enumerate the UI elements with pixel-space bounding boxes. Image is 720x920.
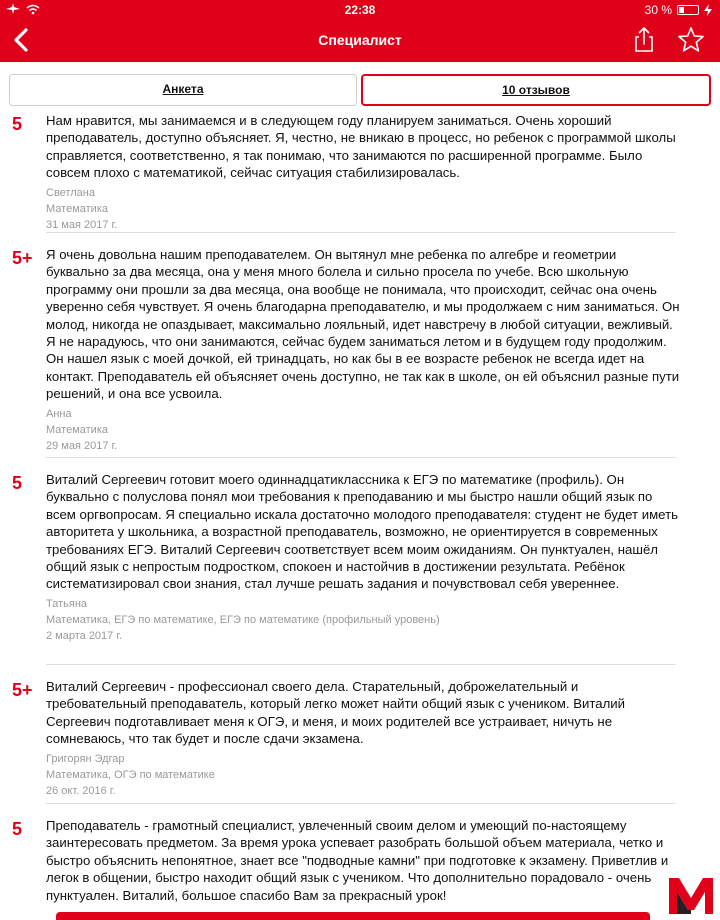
review-item bbox=[0, 112, 720, 232]
review-item bbox=[0, 804, 720, 904]
tab-bar bbox=[9, 74, 711, 106]
review-score: 5 bbox=[12, 473, 23, 493]
charging-icon bbox=[704, 4, 712, 16]
review-date: 2 марта 2017 г. bbox=[46, 629, 123, 642]
review-text: Нам нравится, мы занимаемся и в следующем году планируем заниматься. Очень хороший преподаватель, доступно объясняет. Я, честно, не вникаю в процесс, но ребенок с программой школы справляется, соответственно, я так понимаю, что занимаются по расширенной программе. Было совсем плохо с математикой, сейчас ситуация стабилизировалась. bbox=[46, 113, 676, 181]
status-time: 22:38 bbox=[344, 3, 376, 17]
battery-icon bbox=[677, 5, 699, 15]
reviews-list bbox=[0, 112, 720, 904]
status-bar bbox=[0, 0, 720, 20]
review-item bbox=[0, 458, 720, 664]
review-author: Татьяна bbox=[46, 597, 88, 610]
review-author: Григорян Эдгар bbox=[46, 752, 125, 765]
bottom-action-button[interactable] bbox=[56, 912, 650, 920]
nav-bar bbox=[0, 20, 720, 62]
tab-profile[interactable]: Анкета bbox=[9, 74, 357, 106]
review-score: 5 bbox=[12, 819, 23, 839]
review-subject: Математика, ОГЭ по математике bbox=[46, 768, 215, 781]
review-score: 5+ bbox=[12, 248, 33, 268]
m-logo-icon bbox=[665, 872, 717, 918]
status-right bbox=[645, 3, 712, 17]
review-score: 5 bbox=[12, 114, 23, 134]
review-text: Я очень довольна нашим преподавателем. Он вытянул мне ребенка по алгебре и геометрии буквально за два месяца, она у меня много болела и сильно просела по учебе. Всю школьную программу они прошли за два месяца, она вообще не понимала, что происходит, сейчас она очень уверенно себя чувствует. Я очень благодарна преподавателю, и мы продолжаем с ним заниматься. Он молод, никогда не опаздывает, максимально лояльный, идет навстречу в любой ситуации, вежливый. Я не нарадуюсь, что они занимаются, сейчас будем заниматься летом и в будущем году продолжим. Он нашел язык с моей дочкой, ей тринадцать, но как бы в ее возрасте ребенок не всегда идет на контакт. Преподаватель ей объясняет очень доступно, не так как в школе, он ей объяснил разные пути решений, и она все усвоила. bbox=[46, 247, 680, 402]
review-text: Преподаватель - грамотный специалист, увлеченный своим делом и умеющий по-настоящему заинтересовать предметом. За время урока успевает разобрать большой объем материала, четко и быстро объяснить непонятное, знает все "подводные камни" при подготовке к экзамену. Приветлив и легок в общении, быстро находит общий язык с учеником. Что дополнительно порадовало - очень пунктуален. Виталий, большое спасибо Вам за прекрасный урок! bbox=[46, 818, 669, 903]
battery-percent: 30 % bbox=[644, 3, 672, 17]
review-subject: Математика bbox=[46, 423, 108, 436]
review-item bbox=[0, 233, 720, 457]
page-title: Специалист bbox=[318, 32, 402, 48]
review-author: Светлана bbox=[46, 186, 95, 199]
review-subject: Математика, ЕГЭ по математике, ЕГЭ по математике (профильный уровень) bbox=[46, 613, 440, 626]
review-author: Анна bbox=[46, 407, 72, 420]
review-text: Виталий Сергеевич - профессионал своего дела. Старательный, доброжелательный и требовательный преподаватель, который легко может найти общий язык с учеником. Виталий Сергеевич подготавливает меня к ОГЭ, и меня, и моих родителей все устраивает, ничуть не сомневаюсь, что так будет и после сдачи экзамена. bbox=[46, 679, 626, 747]
tab-reviews[interactable]: 10 отзывов bbox=[361, 74, 711, 106]
review-date: 31 мая 2017 г. bbox=[46, 218, 118, 231]
star-icon[interactable] bbox=[676, 25, 706, 55]
share-icon[interactable] bbox=[630, 26, 658, 54]
review-date: 26 окт. 2016 г. bbox=[46, 784, 116, 797]
review-subject: Математика bbox=[46, 202, 108, 215]
review-date: 29 мая 2017 г. bbox=[46, 439, 118, 452]
review-item bbox=[0, 665, 720, 803]
review-score: 5+ bbox=[12, 680, 33, 700]
review-text: Виталий Сергеевич готовит моего одиннадцатиклассника к ЕГЭ по математике (профиль). Он буквально с полуслова понял мои требования к преподаванию и мы быстро нашли общий язык по всем оргвопросам. Я специально искала достаточно молодого преподавателя: студент не будет иметь авторитета у школьника, а возрастной преподаватель, возможно, не ориентируется в современных требованиях ЕГЭ. Виталий Сергеевич соответствует всем моим ожиданиям. Он пунктуален, нашёл общий язык с непростым подростком, спокоен и настойчив в достижении результата. Ребёнок систематизировал свои знания, стал лучше решать задания и почувствовал себя увереннее. bbox=[46, 472, 678, 592]
